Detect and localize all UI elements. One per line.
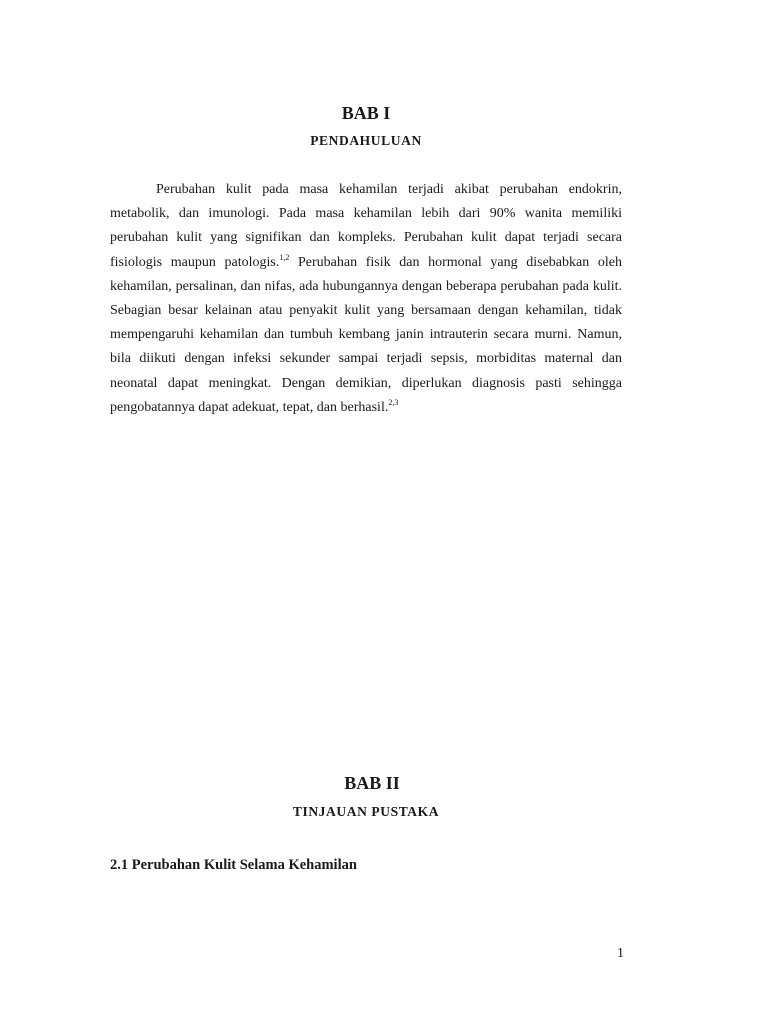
intro-paragraph-text-1: Perubahan kulit pada masa kehamilan terjadi akibat perubahan endokrin, metabolik, dan imunologi. Pada masa kehamilan lebih dari 90% wanita memiliki perubahan kulit yang signifikan dan kompleks. Perubahan kulit dapat terjadi secara fisiologis maupun patologis. bbox=[110, 182, 622, 270]
section-heading: 2.1 Perubahan Kulit Selama Kehamilan bbox=[110, 857, 357, 873]
chapter-1-subtitle: PENDAHULUAN bbox=[310, 133, 422, 148]
citation-superscript-2: 2,3 bbox=[388, 397, 399, 407]
citation-superscript-1: 1,2 bbox=[279, 252, 290, 262]
intro-paragraph bbox=[110, 178, 622, 420]
intro-paragraph-text-2: Perubahan fisik dan hormonal yang disebabkan oleh kehamilan, persalinan, dan nifas, ada hubungannya dengan beberapa perubahan pada kulit. Sebagian besar kelainan atau penyakit kulit yang bersamaan dengan kehamilan, tidak mempengaruhi kehamilan dan tumbuh kembang janin intrauterin secara murni. Namun, bila diikuti dengan infeksi sekunder sampai terjadi sepsis, morbiditas maternal dan neonatal dapat meningkat. Dengan demikian, diperlukan diagnosis pasti sehingga pengobatannya dapat adekuat, tepat, dan berhasil. bbox=[110, 254, 622, 415]
chapter-2-title: BAB II bbox=[344, 773, 400, 793]
page-number: 1 bbox=[617, 946, 624, 961]
chapter-2-subtitle: TINJAUAN PUSTAKA bbox=[292, 804, 440, 819]
chapter-1-title: BAB I bbox=[341, 103, 391, 123]
